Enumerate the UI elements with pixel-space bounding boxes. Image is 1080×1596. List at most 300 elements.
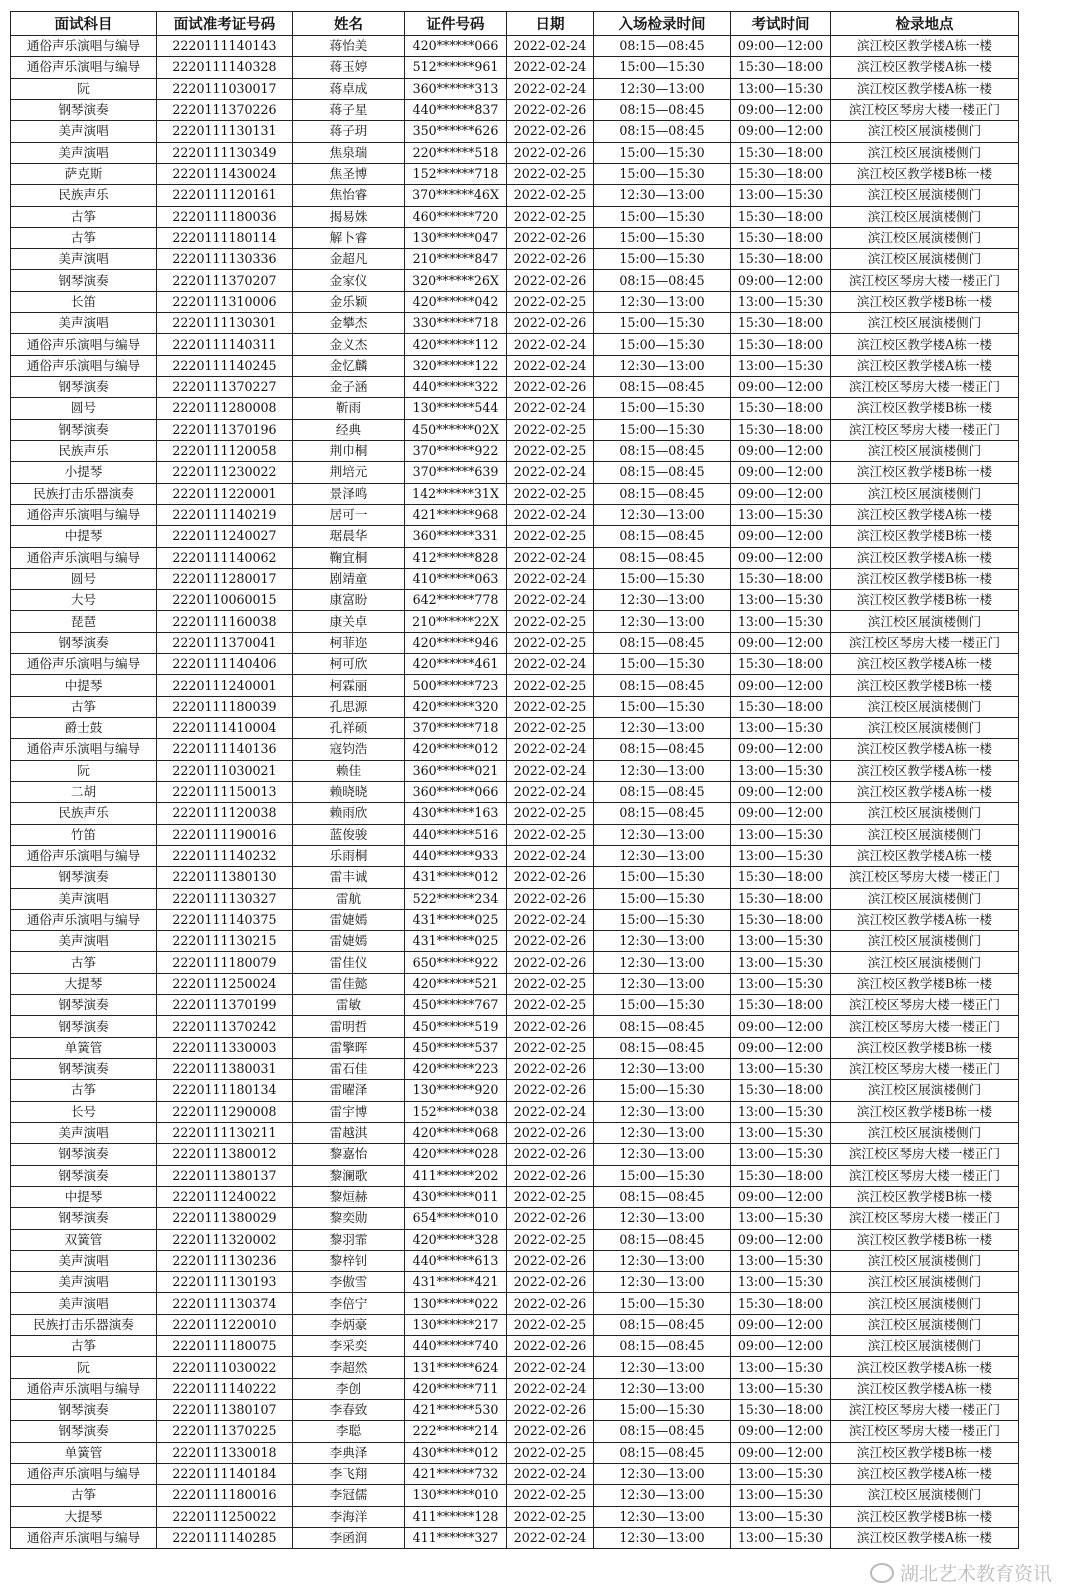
cell-date: 2022-02-26	[507, 1336, 594, 1357]
cell-date: 2022-02-25	[507, 611, 594, 632]
cell-ticket-number: 2220111140136	[157, 739, 293, 760]
cell-id-number: 430******163	[405, 803, 507, 824]
table-row	[11, 781, 1019, 802]
cell-exam-time: 13:00—15:30	[731, 504, 831, 525]
cell-checkin-location: 滨江校区展演楼侧门	[831, 313, 1019, 334]
cell-checkin-time: 15:00—15:30	[594, 419, 731, 440]
cell-name: 寇钧浩	[293, 739, 405, 760]
table-row	[11, 163, 1019, 184]
cell-date: 2022-02-25	[507, 718, 594, 739]
cell-exam-time: 13:00—15:30	[731, 1250, 831, 1271]
cell-exam-time: 09:00—12:00	[731, 270, 831, 291]
cell-name: 康富盼	[293, 590, 405, 611]
cell-ticket-number: 2220111130215	[157, 931, 293, 952]
cell-name: 经典	[293, 419, 405, 440]
cell-id-number: 360******066	[405, 781, 507, 802]
cell-date: 2022-02-24	[507, 1527, 594, 1548]
cell-checkin-location: 滨江校区教学楼B栋一楼	[831, 590, 1019, 611]
cell-checkin-time: 12:30—13:00	[594, 1250, 731, 1271]
table-row	[11, 526, 1019, 547]
cell-name: 李炳豪	[293, 1314, 405, 1335]
table-row	[11, 1485, 1019, 1506]
cell-id-number: 131******624	[405, 1357, 507, 1378]
cell-subject: 钢琴演奏	[11, 632, 157, 653]
cell-name: 黎澜歌	[293, 1165, 405, 1186]
table-row	[11, 419, 1019, 440]
cell-checkin-time: 08:15—08:45	[594, 781, 731, 802]
cell-subject: 古筝	[11, 952, 157, 973]
cell-ticket-number: 2220111180114	[157, 227, 293, 248]
cell-checkin-location: 滨江校区教学楼B栋一楼	[831, 675, 1019, 696]
cell-checkin-location: 滨江校区琴房大楼一楼正门	[831, 995, 1019, 1016]
cell-date: 2022-02-26	[507, 1122, 594, 1143]
cell-id-number: 500******723	[405, 675, 507, 696]
cell-date: 2022-02-24	[507, 355, 594, 376]
cell-subject: 钢琴演奏	[11, 99, 157, 120]
cell-checkin-time: 08:15—08:45	[594, 99, 731, 120]
cell-id-number: 320******122	[405, 355, 507, 376]
cell-exam-time: 09:00—12:00	[731, 462, 831, 483]
cell-date: 2022-02-26	[507, 1144, 594, 1165]
cell-name: 李倍宁	[293, 1293, 405, 1314]
cell-name: 荆培元	[293, 462, 405, 483]
cell-subject: 钢琴演奏	[11, 377, 157, 398]
table-row	[11, 803, 1019, 824]
cell-checkin-location: 滨江校区教学楼B栋一楼	[831, 1229, 1019, 1250]
cell-exam-time: 13:00—15:30	[731, 1463, 831, 1484]
cell-name: 孔思源	[293, 696, 405, 717]
cell-checkin-time: 08:15—08:45	[594, 462, 731, 483]
cell-name: 乐雨桐	[293, 845, 405, 866]
cell-checkin-time: 08:15—08:45	[594, 1037, 731, 1058]
cell-checkin-location: 滨江校区教学楼B栋一楼	[831, 1101, 1019, 1122]
cell-ticket-number: 2220111140406	[157, 654, 293, 675]
cell-checkin-location: 滨江校区教学楼A栋一楼	[831, 781, 1019, 802]
cell-checkin-time: 15:00—15:30	[594, 334, 731, 355]
cell-checkin-location: 滨江校区教学楼A栋一楼	[831, 1357, 1019, 1378]
cell-name: 雷宇博	[293, 1101, 405, 1122]
cell-exam-time: 13:00—15:30	[731, 760, 831, 781]
cell-date: 2022-02-26	[507, 1016, 594, 1037]
exam-schedule-sheet	[10, 11, 1019, 1549]
cell-subject: 通俗声乐演唱与编导	[11, 1527, 157, 1548]
table-row	[11, 121, 1019, 142]
cell-exam-time: 15:30—18:00	[731, 1293, 831, 1314]
cell-id-number: 420******068	[405, 1122, 507, 1143]
cell-checkin-location: 滨江校区教学楼A栋一楼	[831, 739, 1019, 760]
cell-checkin-location: 滨江校区琴房大楼一楼正门	[831, 419, 1019, 440]
cell-exam-time: 13:00—15:30	[731, 1144, 831, 1165]
table-row	[11, 696, 1019, 717]
cell-subject: 钢琴演奏	[11, 1144, 157, 1165]
cell-name: 蒋子星	[293, 99, 405, 120]
cell-checkin-location: 滨江校区教学楼A栋一楼	[831, 1527, 1019, 1548]
cell-id-number: 420******946	[405, 632, 507, 653]
cell-id-number: 420******328	[405, 1229, 507, 1250]
cell-subject: 中提琴	[11, 526, 157, 547]
cell-checkin-location: 滨江校区教学楼B栋一楼	[831, 291, 1019, 312]
table-row	[11, 227, 1019, 248]
cell-id-number: 420******711	[405, 1378, 507, 1399]
table-row	[11, 1527, 1019, 1548]
cell-checkin-time: 12:30—13:00	[594, 760, 731, 781]
table-row	[11, 1208, 1019, 1229]
cell-id-number: 431******421	[405, 1272, 507, 1293]
cell-checkin-location: 滨江校区展演楼侧门	[831, 1250, 1019, 1271]
cell-checkin-location: 滨江校区教学楼B栋一楼	[831, 1506, 1019, 1527]
table-row	[11, 355, 1019, 376]
cell-subject: 民族打击乐器演奏	[11, 1314, 157, 1335]
cell-id-number: 431******025	[405, 909, 507, 930]
cell-ticket-number: 2220111120038	[157, 803, 293, 824]
table-row	[11, 36, 1019, 57]
cell-subject: 大号	[11, 590, 157, 611]
cell-subject: 美声演唱	[11, 931, 157, 952]
table-row	[11, 483, 1019, 504]
cell-ticket-number: 2220111370199	[157, 995, 293, 1016]
watermark-text: 湖北艺术教育资讯	[899, 1563, 1052, 1585]
cell-exam-time: 15:30—18:00	[731, 249, 831, 270]
cell-ticket-number: 2220111330018	[157, 1442, 293, 1463]
cell-exam-time: 13:00—15:30	[731, 291, 831, 312]
cell-ticket-number: 2220111380107	[157, 1400, 293, 1421]
cell-subject: 钢琴演奏	[11, 270, 157, 291]
cell-date: 2022-02-25	[507, 419, 594, 440]
cell-checkin-location: 滨江校区教学楼B栋一楼	[831, 973, 1019, 994]
cell-id-number: 360******313	[405, 78, 507, 99]
cell-checkin-time: 15:00—15:30	[594, 142, 731, 163]
cell-exam-time: 13:00—15:30	[731, 1506, 831, 1527]
header-ticket-number: 面试准考证号码	[157, 12, 293, 36]
cell-checkin-time: 15:00—15:30	[594, 313, 731, 334]
table-row	[11, 398, 1019, 419]
cell-checkin-location: 滨江校区展演楼侧门	[831, 1314, 1019, 1335]
cell-id-number: 421******530	[405, 1400, 507, 1421]
cell-subject: 钢琴演奏	[11, 1059, 157, 1080]
cell-subject: 圆号	[11, 568, 157, 589]
cell-ticket-number: 2220111030021	[157, 760, 293, 781]
cell-subject: 阮	[11, 760, 157, 781]
cell-checkin-location: 滨江校区展演楼侧门	[831, 824, 1019, 845]
cell-subject: 民族打击乐器演奏	[11, 483, 157, 504]
cell-checkin-time: 08:15—08:45	[594, 1336, 731, 1357]
table-row	[11, 1186, 1019, 1207]
cell-exam-time: 15:30—18:00	[731, 1165, 831, 1186]
cell-subject: 古筝	[11, 1485, 157, 1506]
cell-subject: 民族声乐	[11, 803, 157, 824]
cell-exam-time: 09:00—12:00	[731, 483, 831, 504]
table-row	[11, 568, 1019, 589]
table-row	[11, 845, 1019, 866]
table-row	[11, 1101, 1019, 1122]
cell-exam-time: 09:00—12:00	[731, 1314, 831, 1335]
cell-checkin-location: 滨江校区教学楼A栋一楼	[831, 78, 1019, 99]
cell-checkin-location: 滨江校区教学楼A栋一楼	[831, 355, 1019, 376]
cell-checkin-location: 滨江校区展演楼侧门	[831, 249, 1019, 270]
cell-ticket-number: 2220111380029	[157, 1208, 293, 1229]
cell-name: 黎烜赫	[293, 1186, 405, 1207]
table-row	[11, 185, 1019, 206]
cell-checkin-location: 滨江校区展演楼侧门	[831, 696, 1019, 717]
cell-exam-time: 09:00—12:00	[731, 1016, 831, 1037]
cell-checkin-time: 08:15—08:45	[594, 1314, 731, 1335]
cell-name: 琚晨华	[293, 526, 405, 547]
cell-ticket-number: 2220111130336	[157, 249, 293, 270]
cell-id-number: 421******968	[405, 504, 507, 525]
cell-ticket-number: 2220111380031	[157, 1059, 293, 1080]
cell-exam-time: 13:00—15:30	[731, 845, 831, 866]
cell-exam-time: 09:00—12:00	[731, 121, 831, 142]
cell-date: 2022-02-25	[507, 1229, 594, 1250]
cell-name: 蒋子玥	[293, 121, 405, 142]
cell-exam-time: 13:00—15:30	[731, 78, 831, 99]
cell-checkin-location: 滨江校区教学楼A栋一楼	[831, 845, 1019, 866]
cell-exam-time: 09:00—12:00	[731, 1336, 831, 1357]
table-row	[11, 909, 1019, 930]
cell-checkin-time: 12:30—13:00	[594, 185, 731, 206]
cell-subject: 美声演唱	[11, 249, 157, 270]
table-row	[11, 867, 1019, 888]
cell-exam-time: 13:00—15:30	[731, 355, 831, 376]
cell-date: 2022-02-25	[507, 1037, 594, 1058]
cell-checkin-location: 滨江校区教学楼A栋一楼	[831, 504, 1019, 525]
cell-checkin-time: 12:30—13:00	[594, 1208, 731, 1229]
cell-name: 柯菲迩	[293, 632, 405, 653]
cell-checkin-location: 滨江校区教学楼B栋一楼	[831, 398, 1019, 419]
cell-name: 雷擎晖	[293, 1037, 405, 1058]
cell-date: 2022-02-26	[507, 1080, 594, 1101]
cell-checkin-time: 12:30—13:00	[594, 1463, 731, 1484]
table-row	[11, 1080, 1019, 1101]
cell-ticket-number: 2220111130374	[157, 1293, 293, 1314]
cell-subject: 民族声乐	[11, 185, 157, 206]
cell-exam-time: 13:00—15:30	[731, 1485, 831, 1506]
cell-checkin-location: 滨江校区教学楼A栋一楼	[831, 334, 1019, 355]
cell-id-number: 130******010	[405, 1485, 507, 1506]
cell-subject: 中提琴	[11, 675, 157, 696]
cell-ticket-number: 2220111120058	[157, 440, 293, 461]
cell-name: 焦圣博	[293, 163, 405, 184]
cell-checkin-time: 15:00—15:30	[594, 1165, 731, 1186]
cell-subject: 爵士鼓	[11, 718, 157, 739]
header-name: 姓名	[293, 12, 405, 36]
cell-exam-time: 15:30—18:00	[731, 1400, 831, 1421]
cell-id-number: 412******828	[405, 547, 507, 568]
cell-exam-time: 15:30—18:00	[731, 227, 831, 248]
cell-ticket-number: 2220111140328	[157, 57, 293, 78]
cell-checkin-location: 滨江校区展演楼侧门	[831, 1080, 1019, 1101]
cell-subject: 通俗声乐演唱与编导	[11, 504, 157, 525]
cell-id-number: 130******022	[405, 1293, 507, 1314]
cell-checkin-time: 12:30—13:00	[594, 78, 731, 99]
cell-ticket-number: 2220111140143	[157, 36, 293, 57]
cell-ticket-number: 2220111130327	[157, 888, 293, 909]
cell-ticket-number: 2220111030017	[157, 78, 293, 99]
cell-name: 蒋卓成	[293, 78, 405, 99]
cell-exam-time: 09:00—12:00	[731, 99, 831, 120]
table-row	[11, 334, 1019, 355]
cell-id-number: 360******331	[405, 526, 507, 547]
cell-id-number: 370******46X	[405, 185, 507, 206]
cell-checkin-time: 12:30—13:00	[594, 1378, 731, 1399]
cell-checkin-location: 滨江校区展演楼侧门	[831, 718, 1019, 739]
cell-exam-time: 09:00—12:00	[731, 526, 831, 547]
cell-id-number: 411******327	[405, 1527, 507, 1548]
header-checkin-location: 检录地点	[831, 12, 1019, 36]
cell-name: 荆巾桐	[293, 440, 405, 461]
cell-checkin-time: 08:15—08:45	[594, 36, 731, 57]
cell-subject: 美声演唱	[11, 1250, 157, 1271]
cell-date: 2022-02-26	[507, 867, 594, 888]
cell-date: 2022-02-24	[507, 568, 594, 589]
cell-checkin-time: 15:00—15:30	[594, 398, 731, 419]
cell-date: 2022-02-25	[507, 632, 594, 653]
cell-date: 2022-02-24	[507, 462, 594, 483]
cell-id-number: 420******042	[405, 291, 507, 312]
table-row	[11, 1059, 1019, 1080]
cell-subject: 长笛	[11, 291, 157, 312]
cell-id-number: 460******720	[405, 206, 507, 227]
table-row	[11, 462, 1019, 483]
cell-name: 焦怡睿	[293, 185, 405, 206]
cell-name: 雷佳懿	[293, 973, 405, 994]
cell-ticket-number: 2220111130211	[157, 1122, 293, 1143]
cell-ticket-number: 2220111140285	[157, 1527, 293, 1548]
cell-ticket-number: 2220111240027	[157, 526, 293, 547]
cell-subject: 通俗声乐演唱与编导	[11, 1463, 157, 1484]
cell-id-number: 450******519	[405, 1016, 507, 1037]
cell-checkin-time: 15:00—15:30	[594, 227, 731, 248]
cell-checkin-time: 08:15—08:45	[594, 1421, 731, 1442]
cell-name: 康关卓	[293, 611, 405, 632]
cell-exam-time: 13:00—15:30	[731, 185, 831, 206]
cell-date: 2022-02-24	[507, 739, 594, 760]
cell-exam-time: 13:00—15:30	[731, 1378, 831, 1399]
cell-checkin-time: 12:30—13:00	[594, 291, 731, 312]
table-row	[11, 654, 1019, 675]
cell-name: 雷丰诚	[293, 867, 405, 888]
cell-checkin-time: 15:00—15:30	[594, 867, 731, 888]
cell-date: 2022-02-25	[507, 1442, 594, 1463]
cell-checkin-time: 15:00—15:30	[594, 249, 731, 270]
cell-checkin-location: 滨江校区展演楼侧门	[831, 142, 1019, 163]
cell-checkin-time: 08:15—08:45	[594, 377, 731, 398]
cell-ticket-number: 2220111130301	[157, 313, 293, 334]
cell-subject: 阮	[11, 1357, 157, 1378]
cell-name: 雷婕嫣	[293, 931, 405, 952]
cell-ticket-number: 2220111240001	[157, 675, 293, 696]
cell-checkin-time: 08:15—08:45	[594, 803, 731, 824]
cell-id-number: 430******012	[405, 1442, 507, 1463]
cell-date: 2022-02-26	[507, 313, 594, 334]
cell-checkin-time: 15:00—15:30	[594, 206, 731, 227]
cell-ticket-number: 2220111220001	[157, 483, 293, 504]
cell-name: 金家仪	[293, 270, 405, 291]
cell-ticket-number: 2220111130131	[157, 121, 293, 142]
cell-ticket-number: 2220111190016	[157, 824, 293, 845]
cell-checkin-time: 08:15—08:45	[594, 121, 731, 142]
cell-name: 赖雨欣	[293, 803, 405, 824]
cell-subject: 琵琶	[11, 611, 157, 632]
table-row	[11, 718, 1019, 739]
cell-id-number: 642******778	[405, 590, 507, 611]
cell-date: 2022-02-26	[507, 1250, 594, 1271]
cell-ticket-number: 2220111380130	[157, 867, 293, 888]
cell-ticket-number: 2220111160038	[157, 611, 293, 632]
table-row	[11, 270, 1019, 291]
cell-id-number: 420******066	[405, 36, 507, 57]
table-row	[11, 547, 1019, 568]
cell-ticket-number: 2220111180016	[157, 1485, 293, 1506]
cell-checkin-time: 08:15—08:45	[594, 483, 731, 504]
cell-name: 李春致	[293, 1400, 405, 1421]
table-row	[11, 440, 1019, 461]
cell-date: 2022-02-24	[507, 398, 594, 419]
cell-id-number: 370******639	[405, 462, 507, 483]
cell-ticket-number: 2220111370041	[157, 632, 293, 653]
cell-name: 蒋怡美	[293, 36, 405, 57]
cell-ticket-number: 2220111250024	[157, 973, 293, 994]
cell-exam-time: 15:30—18:00	[731, 867, 831, 888]
header-id-number: 证件号码	[405, 12, 507, 36]
cell-ticket-number: 2220111220010	[157, 1314, 293, 1335]
cell-date: 2022-02-24	[507, 909, 594, 930]
cell-id-number: 210******22X	[405, 611, 507, 632]
cell-ticket-number: 2220111280017	[157, 568, 293, 589]
cell-name: 李函润	[293, 1527, 405, 1548]
cell-checkin-time: 12:30—13:00	[594, 1485, 731, 1506]
cell-ticket-number: 2220110060015	[157, 590, 293, 611]
cell-id-number: 430******011	[405, 1186, 507, 1207]
cell-date: 2022-02-26	[507, 931, 594, 952]
cell-exam-time: 13:00—15:30	[731, 931, 831, 952]
cell-ticket-number: 2220111320002	[157, 1229, 293, 1250]
cell-date: 2022-02-25	[507, 206, 594, 227]
cell-ticket-number: 2220111140311	[157, 334, 293, 355]
cell-id-number: 152******718	[405, 163, 507, 184]
cell-id-number: 130******217	[405, 1314, 507, 1335]
cell-exam-time: 13:00—15:30	[731, 952, 831, 973]
table-row	[11, 1250, 1019, 1271]
cell-ticket-number: 2220111240022	[157, 1186, 293, 1207]
cell-date: 2022-02-26	[507, 1272, 594, 1293]
cell-exam-time: 09:00—12:00	[731, 1421, 831, 1442]
cell-ticket-number: 2220111230022	[157, 462, 293, 483]
cell-checkin-location: 滨江校区琴房大楼一楼正门	[831, 1421, 1019, 1442]
cell-checkin-time: 12:30—13:00	[594, 611, 731, 632]
table-row	[11, 973, 1019, 994]
cell-checkin-location: 滨江校区教学楼A栋一楼	[831, 1463, 1019, 1484]
cell-id-number: 142******31X	[405, 483, 507, 504]
cell-name: 李超然	[293, 1357, 405, 1378]
cell-subject: 古筝	[11, 696, 157, 717]
cell-subject: 古筝	[11, 227, 157, 248]
cell-checkin-time: 12:30—13:00	[594, 952, 731, 973]
cell-exam-time: 15:30—18:00	[731, 696, 831, 717]
cell-checkin-time: 08:15—08:45	[594, 1186, 731, 1207]
cell-exam-time: 15:30—18:00	[731, 568, 831, 589]
cell-checkin-location: 滨江校区展演楼侧门	[831, 803, 1019, 824]
cell-exam-time: 15:30—18:00	[731, 334, 831, 355]
cell-id-number: 152******038	[405, 1101, 507, 1122]
cell-date: 2022-02-24	[507, 654, 594, 675]
cell-checkin-location: 滨江校区教学楼B栋一楼	[831, 526, 1019, 547]
cell-checkin-location: 滨江校区教学楼B栋一楼	[831, 1186, 1019, 1207]
cell-ticket-number: 2220111140245	[157, 355, 293, 376]
cell-exam-time: 09:00—12:00	[731, 803, 831, 824]
cell-id-number: 420******012	[405, 739, 507, 760]
table-row	[11, 291, 1019, 312]
